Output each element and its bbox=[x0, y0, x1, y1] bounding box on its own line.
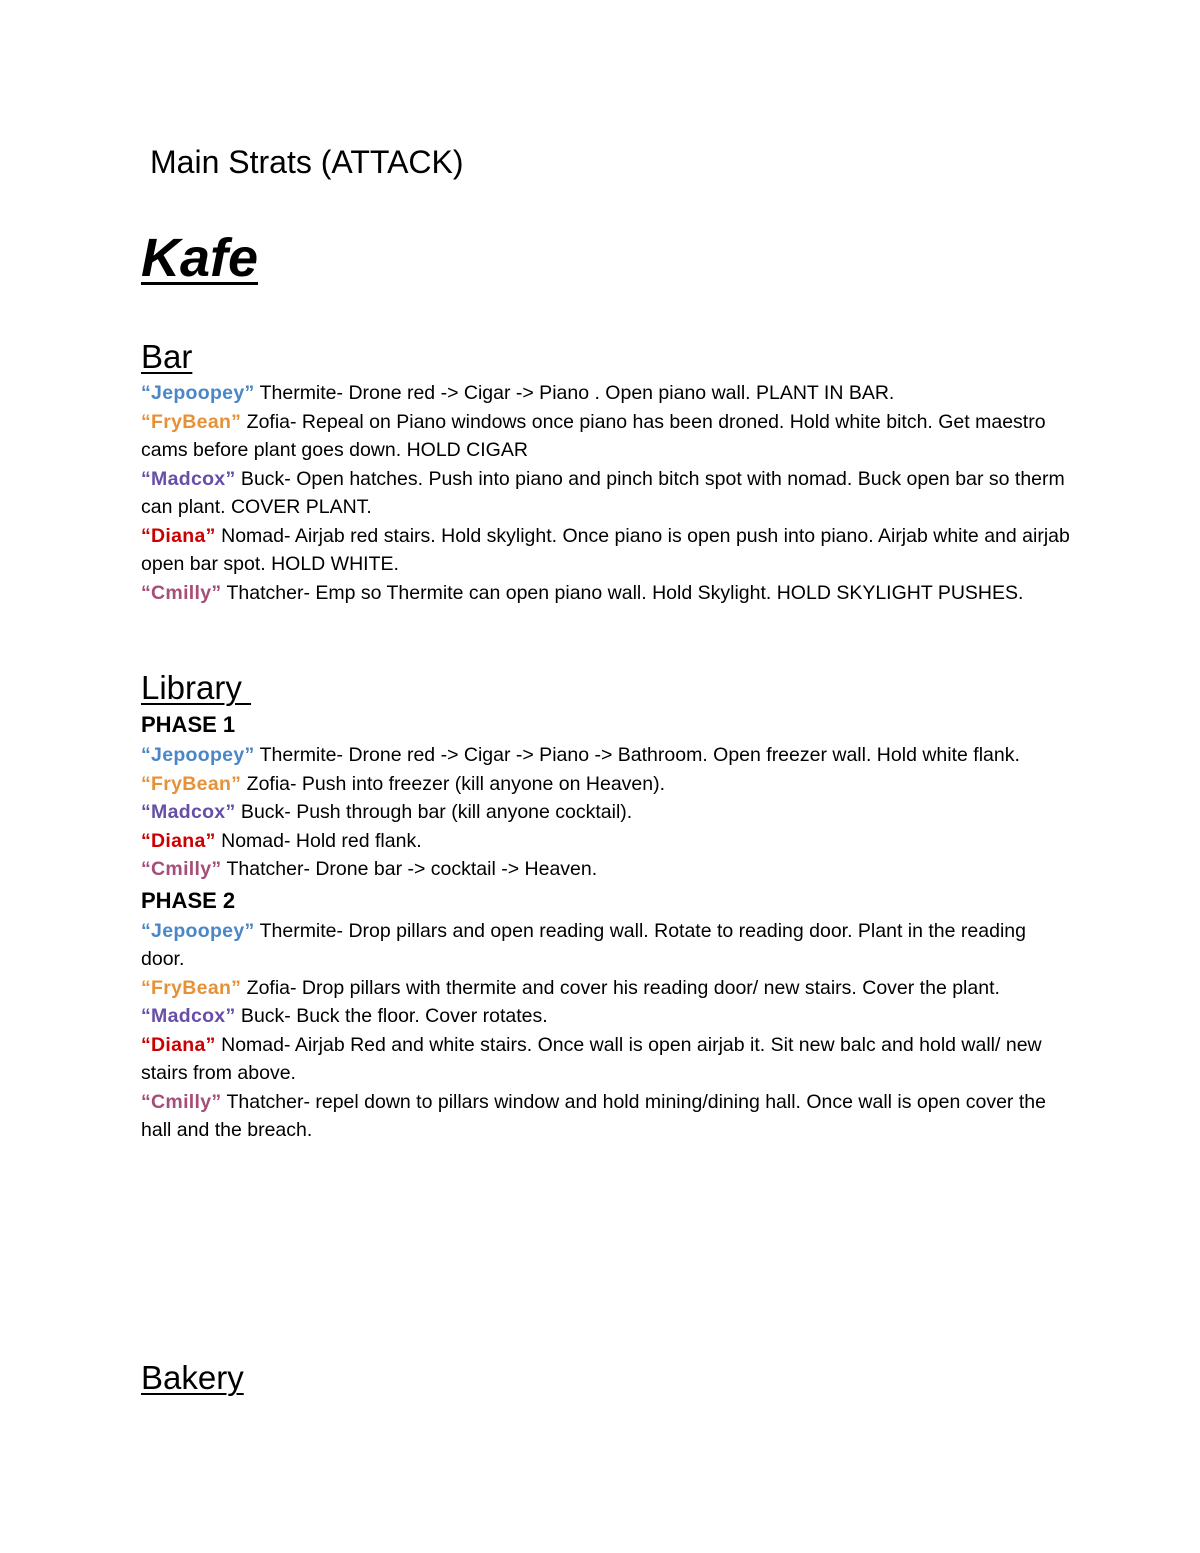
player-name-madcox: “Madcox” bbox=[141, 467, 236, 490]
document-title: Main Strats (ATTACK) bbox=[150, 144, 464, 180]
player-name-frybean: “FryBean” bbox=[141, 772, 242, 795]
player-name-cmilly: “Cmilly” bbox=[141, 858, 222, 880]
role-instructions: Zofia- Push into freezer (kill anyone on Heaven). bbox=[241, 772, 666, 795]
role-line bbox=[141, 465, 1071, 522]
role-line bbox=[141, 1031, 1071, 1088]
role-instructions: Thermite- Drone red -> Cigar -> Piano . Open piano wall. PLANT IN BAR. bbox=[254, 382, 895, 404]
role-line bbox=[141, 379, 1071, 408]
player-name-cmilly: “Cmilly” bbox=[141, 1090, 222, 1113]
role-instructions: Thatcher- Drone bar -> cocktail -> Heaven. bbox=[221, 858, 598, 880]
role-instructions: Thermite- Drop pillars and open reading wall. Rotate to reading door. Plant in the reading door. bbox=[141, 919, 1026, 970]
role-instructions: Buck- Buck the floor. Cover rotates. bbox=[235, 1005, 548, 1027]
role-instructions: Buck- Open hatches. Push into piano and pinch bitch spot with nomad. Buck open bar so therm can plant. COVER PLANT. bbox=[141, 467, 1065, 518]
site-title-bakery: Bakery bbox=[141, 1359, 244, 1396]
role-instructions: Thermite- Drone red -> Cigar -> Piano -> Bathroom. Open freezer wall. Hold white flank. bbox=[254, 744, 1020, 766]
role-line bbox=[141, 798, 1071, 827]
section-bar bbox=[141, 337, 1071, 607]
role-instructions: Nomad- Hold red flank. bbox=[215, 829, 422, 852]
role-instructions: Thatcher- Emp so Thermite can open piano wall. Hold Skylight. HOLD SKYLIGHT PUSHES. bbox=[221, 581, 1024, 604]
player-name-madcox: “Madcox” bbox=[141, 1005, 236, 1027]
role-line bbox=[141, 770, 1071, 799]
role-line bbox=[141, 522, 1071, 579]
role-line bbox=[141, 917, 1071, 974]
player-name-diana: “Diana” bbox=[141, 524, 216, 547]
section-bakery bbox=[141, 1358, 1071, 1400]
phase-1-title: PHASE 1 bbox=[141, 712, 236, 737]
role-instructions: Zofia- Drop pillars with thermite and cover his reading door/ new stairs. Cover the plant. bbox=[241, 976, 1000, 999]
player-name-frybean: “FryBean” bbox=[141, 410, 242, 433]
role-line bbox=[141, 1002, 1071, 1031]
player-name-jepoopey: “Jepoopey” bbox=[141, 382, 255, 404]
role-instructions: Buck- Push through bar (kill anyone cocktail). bbox=[235, 801, 633, 823]
role-instructions: Zofia- Repeal on Piano windows once piano has been droned. Hold white bitch. Get maestro cams before plant goes down. HOLD CIGAR bbox=[141, 410, 1046, 461]
player-name-jepoopey: “Jepoopey” bbox=[141, 744, 255, 766]
player-name-jepoopey: “Jepoopey” bbox=[141, 919, 255, 942]
role-instructions: Nomad- Airjab Red and white stairs. Once wall is open airjab it. Sit new balc and hold wall/ new stairs from above. bbox=[141, 1033, 1042, 1084]
site-title-library: Library bbox=[141, 669, 252, 706]
role-instructions: Thatcher- repel down to pillars window and hold mining/dining hall. Once wall is open cover the hall and the breach. bbox=[141, 1090, 1046, 1141]
role-instructions: Nomad- Airjab red stairs. Hold skylight. Once piano is open push into piano. Airjab white and airjab open bar spot. HOLD WHITE. bbox=[141, 524, 1070, 575]
player-name-madcox: “Madcox” bbox=[141, 801, 236, 823]
player-name-frybean: “FryBean” bbox=[141, 976, 242, 999]
phase-2-title: PHASE 2 bbox=[141, 887, 236, 913]
role-line bbox=[141, 579, 1071, 608]
role-line bbox=[141, 827, 1071, 856]
player-name-diana: “Diana” bbox=[141, 829, 216, 852]
section-library bbox=[141, 668, 1071, 1145]
map-title: Kafe bbox=[141, 228, 259, 288]
role-line bbox=[141, 855, 1071, 884]
site-title-bar: Bar bbox=[141, 338, 193, 375]
role-line bbox=[141, 1088, 1071, 1145]
role-line bbox=[141, 974, 1071, 1003]
role-line bbox=[141, 741, 1071, 770]
role-line bbox=[141, 408, 1071, 465]
player-name-diana: “Diana” bbox=[141, 1033, 216, 1056]
player-name-cmilly: “Cmilly” bbox=[141, 581, 222, 604]
